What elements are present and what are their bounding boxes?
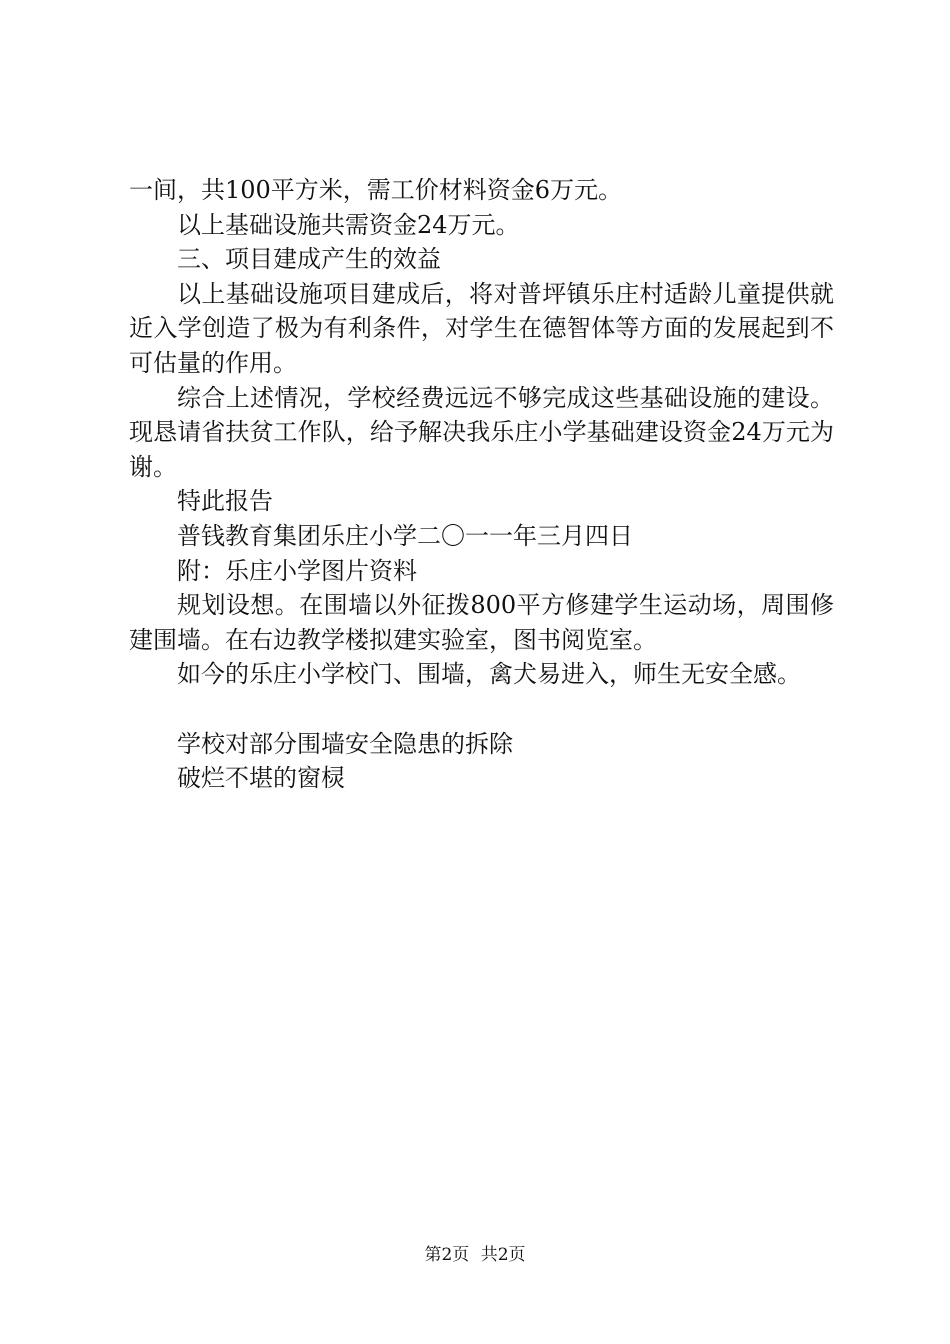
page-number: 第2页	[424, 1245, 470, 1265]
blank-line	[129, 692, 834, 727]
paragraph-1: 一间，共100平方米，需工价材料资金6万元。	[129, 176, 623, 204]
paragraph-summary: 综合上述情况，学校经费远远不够完成这些基础设施的建设。现恳请省扶贫工作队，给予解决我乐庄小学基础建设资金24万元为谢。	[129, 383, 834, 481]
paragraph-2: 以上基础设施共需资金24万元。	[177, 210, 520, 239]
page-total: 共2页	[480, 1245, 526, 1265]
paragraph-benefits: 以上基础设施项目建成后，将对普坪镇乐庄村适龄儿童提供就近入学创造了极为有利条件，对学生在德智体等方面的发展起到不可估量的作用。	[129, 279, 834, 377]
paragraph-current-state: 如今的乐庄小学校门、围墙，禽犬易进入，师生无安全感。	[177, 660, 801, 689]
photo-caption-wall: 学校对部分围墙安全隐患的拆除	[177, 729, 513, 758]
section-heading: 三、项目建成产生的效益	[177, 245, 441, 274]
page-footer	[0, 1243, 950, 1267]
photo-caption-window: 破烂不堪的窗棂	[177, 764, 345, 793]
attachment-title: 附：乐庄小学图片资料	[177, 556, 417, 585]
signature-date: 普钱教育集团乐庄小学二〇一一年三月四日	[177, 521, 633, 550]
document-body	[129, 173, 834, 796]
paragraph-plan: 规划设想。在围墙以外征拨800平方修建学生运动场，周围修建围墙。在右边教学楼拟建实验室，图书阅览室。	[129, 591, 834, 654]
report-closing: 特此报告	[177, 487, 273, 516]
